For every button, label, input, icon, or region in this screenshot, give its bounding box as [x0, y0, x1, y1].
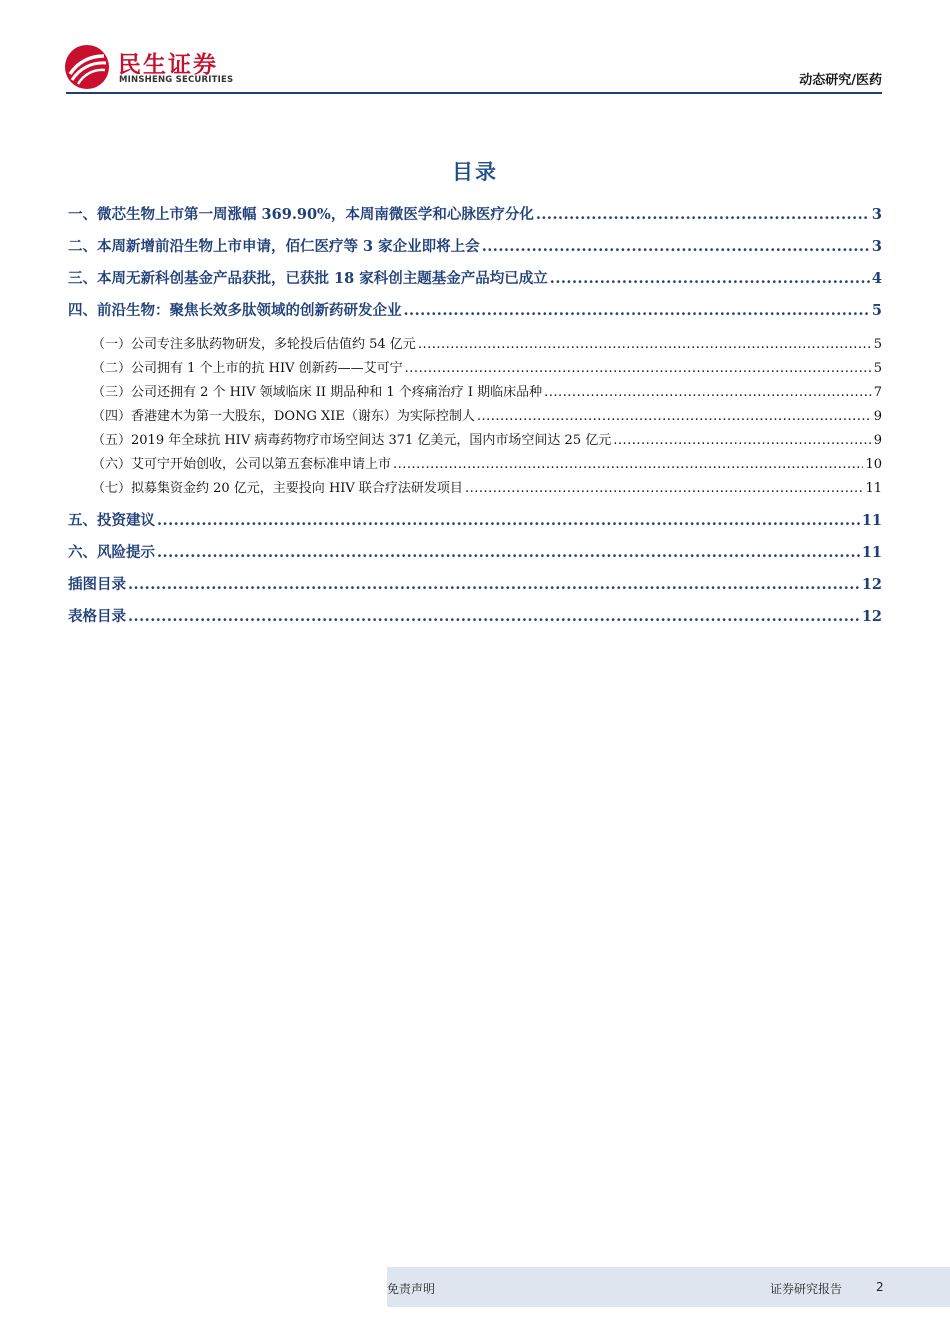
toc-entry-text[interactable]: （七）拟募集资金约 20 亿元，主要投向 HIV 联合疗法研发项目 — [92, 481, 463, 496]
toc-entry[interactable] — [68, 453, 882, 472]
logo-english-name: MINSHENG SECURITIES — [119, 75, 234, 85]
toc-entry-page[interactable]: 5 — [871, 302, 882, 319]
header-divider — [66, 92, 882, 94]
toc-entry[interactable] — [68, 429, 882, 448]
toc-leader-dots — [536, 206, 870, 223]
toc-entry[interactable] — [68, 381, 882, 400]
toc-leader-dots — [550, 270, 870, 287]
toc-entry-page[interactable]: 7 — [873, 385, 882, 400]
toc-entry[interactable] — [68, 573, 882, 594]
toc-leader-dots — [613, 433, 871, 448]
toc-entry-page[interactable]: 5 — [873, 337, 882, 352]
toc-entry-text[interactable]: 二、本周新增前沿生物上市申请，佰仁医疗等 3 家企业即将上会 — [68, 238, 480, 255]
toc-entry-text[interactable]: 插图目录 — [68, 576, 126, 593]
toc-entry-text[interactable]: 四、前沿生物：聚焦长效多肽领域的创新药研发企业 — [68, 302, 402, 319]
toc-entry-text[interactable]: （六）艾可宁开始创收，公司以第五套标准申请上市 — [92, 457, 392, 472]
toc-entry-page[interactable]: 3 — [871, 206, 882, 223]
logo-chinese-name: 民生证券 — [118, 52, 218, 78]
report-section-label: 动态研究/医药 — [799, 73, 882, 88]
toc-entry-text[interactable]: 三、本周无新科创基金产品获批，已获批 18 家科创主题基金产品均已成立 — [68, 270, 548, 287]
toc-entry-page[interactable]: 5 — [873, 361, 882, 376]
toc-leader-dots — [393, 457, 863, 472]
toc-leader-dots — [157, 512, 860, 529]
toc-entry-page[interactable]: 12 — [861, 608, 882, 625]
toc-entry-text[interactable]: 表格目录 — [68, 608, 126, 625]
toc-entry-text[interactable]: 一、微芯生物上市第一周涨幅 369.90%，本周南微医学和心脉医疗分化 — [68, 206, 534, 223]
toc-entry[interactable] — [68, 605, 882, 626]
toc-entry-page[interactable]: 3 — [871, 238, 882, 255]
toc-entry-text[interactable]: 五、投资建议 — [68, 512, 155, 529]
report-type-label: 证券研究报告 — [770, 1282, 843, 1296]
toc-entry[interactable] — [68, 541, 882, 562]
toc-entry[interactable] — [68, 357, 882, 376]
toc-entry-page[interactable]: 4 — [871, 270, 882, 287]
toc-leader-dots — [544, 385, 872, 400]
toc-leader-dots — [128, 576, 860, 593]
disclaimer-link[interactable]: 免责声明 — [387, 1282, 436, 1296]
toc-entry-page[interactable]: 11 — [865, 481, 882, 496]
toc-entry-text[interactable]: （四）香港建木为第一大股东，DONG XIE（谢东）为实际控制人 — [92, 409, 475, 424]
toc-entry-page[interactable]: 10 — [865, 457, 882, 472]
toc-entry-page[interactable]: 9 — [873, 433, 882, 448]
toc-leader-dots — [404, 302, 870, 319]
toc-leader-dots — [482, 238, 870, 255]
toc-entry[interactable] — [68, 203, 882, 224]
page-footer — [387, 1267, 950, 1307]
toc-entry[interactable] — [68, 405, 882, 424]
toc-entry[interactable] — [68, 299, 882, 320]
page-number: 2 — [876, 1280, 884, 1294]
toc-entry-text[interactable]: （三）公司还拥有 2 个 HIV 领域临床 II 期品种和 1 个疼痛治疗 I 期临床品种 — [92, 385, 543, 400]
toc-leader-dots — [405, 361, 872, 376]
toc-leader-dots — [157, 544, 860, 561]
company-logo — [64, 44, 244, 90]
toc-title: 目录 — [452, 160, 498, 184]
toc-entry-page[interactable]: 9 — [873, 409, 882, 424]
toc-entry[interactable] — [68, 477, 882, 496]
toc-entry[interactable] — [68, 267, 882, 288]
toc-leader-dots — [465, 481, 864, 496]
toc-entry-page[interactable]: 11 — [861, 544, 882, 561]
toc-entry-text[interactable]: 六、风险提示 — [68, 544, 155, 561]
minsheng-logo-icon — [64, 44, 110, 90]
toc-entry-text[interactable]: （一）公司专注多肽药物研发，多轮投后估值约 54 亿元 — [92, 337, 416, 352]
toc-leader-dots — [477, 409, 872, 424]
toc-leader-dots — [418, 337, 872, 352]
page-header — [0, 0, 950, 100]
toc-entry[interactable] — [68, 235, 882, 256]
toc-entry[interactable] — [68, 509, 882, 530]
toc-entry-page[interactable]: 12 — [861, 576, 882, 593]
toc-entry-page[interactable]: 11 — [861, 512, 882, 529]
toc-entry-text[interactable]: （二）公司拥有 1 个上市的抗 HIV 创新药——艾可宁 — [92, 361, 403, 376]
toc-entry-text[interactable]: （五）2019 年全球抗 HIV 病毒药物疗市场空间达 371 亿美元，国内市场空间达 25 亿元 — [92, 433, 612, 448]
toc-entry[interactable] — [68, 333, 882, 352]
toc-leader-dots — [128, 608, 860, 625]
